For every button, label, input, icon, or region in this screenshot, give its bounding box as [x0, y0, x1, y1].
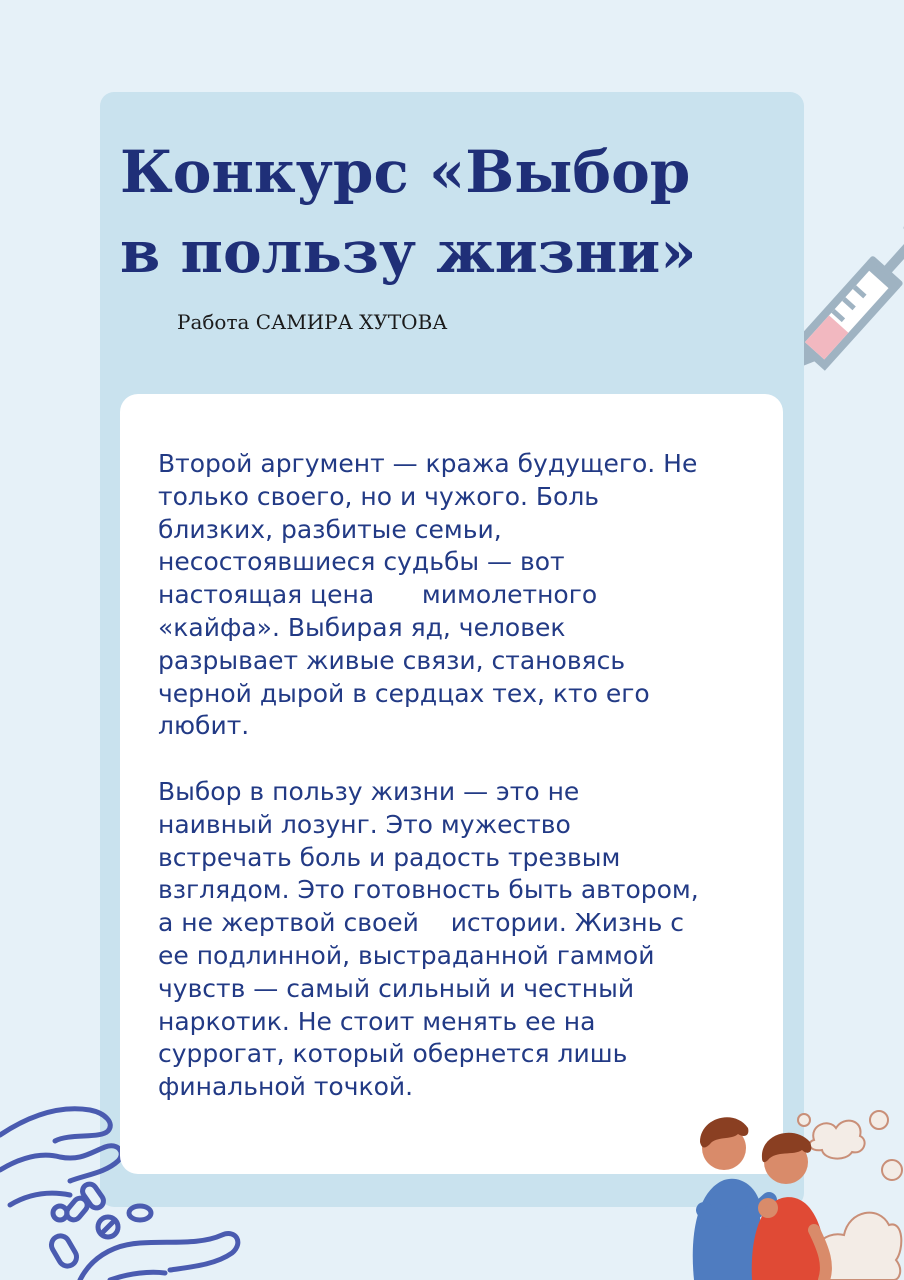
paragraph-line: финальной точкой. — [158, 1072, 414, 1102]
author-byline: Работа САМИРА ХУТОВА — [177, 310, 448, 334]
title-line-1: Конкурс «Выбор — [120, 138, 691, 206]
paragraph-line: ее подлинной, выстраданной гаммой — [158, 940, 655, 970]
paragraph-line: наркотик. Не стоит менять ее на — [158, 1006, 596, 1036]
paragraph-line: взглядом. Это готовность быть автором, — [158, 875, 699, 905]
paragraph-line: наивный лозунг. Это мужество — [158, 809, 571, 839]
page-title — [120, 132, 740, 292]
paragraph-line: разрывает живые связи, становясь — [158, 645, 626, 675]
syringe-icon — [790, 210, 904, 410]
paragraph-line: только своего, но и чужого. Боль — [158, 481, 600, 511]
paragraph-line: встречать боль и радость трезвым — [158, 842, 621, 872]
comforting-people-illustration — [664, 1100, 904, 1280]
paragraph-line: близких, разбитые семьи, — [158, 514, 502, 544]
paragraph-line: любит. — [158, 711, 250, 741]
paragraph-line: а не жертвой своей истории. Жизнь с — [158, 908, 685, 938]
paragraph-line: черной дырой в сердцах тех, кто его — [158, 678, 650, 708]
essay-paragraph-2 — [158, 776, 699, 1104]
paragraph-line: чувств — самый сильный и честный — [158, 973, 635, 1003]
essay-paragraph-1 — [158, 448, 697, 743]
paragraph-line: Выбор в пользу жизни — это не — [158, 777, 580, 806]
paragraph-line: несостоявшиеся судьбы — вот — [158, 547, 565, 577]
paragraph-line: настоящая цена мимолетного — [158, 580, 598, 610]
title-line-2: в пользу жизни» — [120, 218, 697, 286]
paragraph-line: «кайфа». Выбирая яд, человек — [158, 612, 566, 642]
paragraph-line: Второй аргумент — кража будущего. Не — [158, 449, 698, 478]
paragraph-line: суррогат, который обернется лишь — [158, 1039, 628, 1069]
